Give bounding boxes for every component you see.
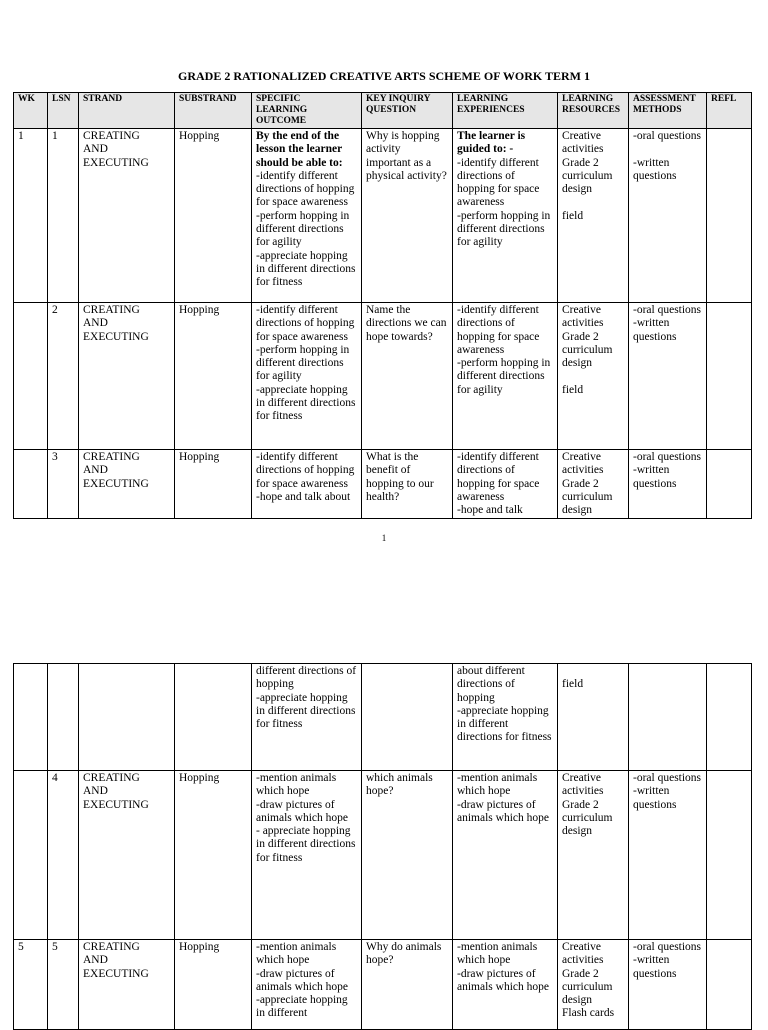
cell-lsn bbox=[48, 664, 79, 771]
cell-outcome: different directions of hopping -appreciate hopping in different directions for fitness bbox=[252, 664, 362, 771]
cell-strand: CREATING AND EXECUTING bbox=[79, 771, 175, 940]
cell-refl bbox=[707, 303, 752, 450]
cell-assessment: -oral questions -written questions bbox=[629, 940, 707, 1030]
cell-substrand bbox=[175, 664, 252, 771]
cell-resources: Creative activities Grade 2 curriculum design bbox=[558, 450, 629, 519]
header-substrand: SUBSTRAND bbox=[175, 93, 252, 129]
cell-experiences: about different directions of hopping -appreciate hopping in different directions for fitness bbox=[453, 664, 558, 771]
cell-outcome: -mention animals which hope -draw pictures of animals which hope -appreciate hopping in different bbox=[252, 940, 362, 1030]
cell-refl bbox=[707, 771, 752, 940]
cell-substrand: Hopping bbox=[175, 771, 252, 940]
header-outcome: SPECIFIC LEARNING OUTCOME bbox=[252, 93, 362, 129]
cell-refl bbox=[707, 450, 752, 519]
cell-experiences: -mention animals which hope -draw pictures of animals which hope bbox=[453, 771, 558, 940]
cell-substrand: Hopping bbox=[175, 450, 252, 519]
cell-wk: 5 bbox=[14, 940, 48, 1030]
cell-outcome: -identify different directions of hopping for space awareness -hope and talk about bbox=[252, 450, 362, 519]
cell-question: Why is hopping activity important as a physical activity? bbox=[362, 129, 453, 303]
header-question: KEY INQUIRY QUESTION bbox=[362, 93, 453, 129]
table-header-row bbox=[14, 93, 752, 129]
page-number: 1 bbox=[381, 533, 387, 543]
cell-substrand: Hopping bbox=[175, 303, 252, 450]
cell-question: which animals hope? bbox=[362, 771, 453, 940]
cell-assessment: -oral questions -written questions bbox=[629, 303, 707, 450]
cell-outcome bbox=[252, 129, 362, 303]
cell-wk bbox=[14, 450, 48, 519]
cell-strand: CREATING AND EXECUTING bbox=[79, 129, 175, 303]
outcome-text: -identify different directions of hopping for space awareness -perform hopping in different directions for agility -appreciate hopping in different directions for fitness bbox=[256, 169, 356, 289]
cell-strand bbox=[79, 664, 175, 771]
cell-question: Name the directions we can hope towards? bbox=[362, 303, 453, 450]
cell-lsn: 2 bbox=[48, 303, 79, 450]
table-row bbox=[14, 450, 752, 519]
cell-outcome: -identify different directions of hopping for space awareness -perform hopping in different directions for agility -appreciate hopping in different directions for fitness bbox=[252, 303, 362, 450]
experience-intro: The learner is guided to: - bbox=[457, 130, 526, 156]
cell-experiences: -identify different directions of hopping for space awareness -hope and talk bbox=[453, 450, 558, 519]
table-row bbox=[14, 771, 752, 940]
cell-assessment bbox=[629, 664, 707, 771]
scheme-of-work-table bbox=[13, 92, 752, 519]
cell-resources: Creative activities Grade 2 curriculum design Flash cards bbox=[558, 940, 629, 1030]
table-row bbox=[14, 664, 752, 771]
cell-resources: Creative activities Grade 2 curriculum design bbox=[558, 771, 629, 940]
cell-wk bbox=[14, 771, 48, 940]
cell-assessment: -oral questions -written questions bbox=[629, 129, 707, 303]
cell-refl bbox=[707, 940, 752, 1030]
cell-resources: field bbox=[558, 664, 629, 771]
cell-wk bbox=[14, 303, 48, 450]
document-title: GRADE 2 RATIONALIZED CREATIVE ARTS SCHEME OF WORK TERM 1 bbox=[178, 69, 590, 83]
experience-text: -identify different directions of hopping for space awareness -perform hopping in different directions for agility bbox=[457, 156, 551, 249]
table-row bbox=[14, 940, 752, 1030]
table-row bbox=[14, 129, 752, 303]
cell-refl bbox=[707, 664, 752, 771]
cell-resources: Creative activities Grade 2 curriculum design field bbox=[558, 303, 629, 450]
cell-assessment: -oral questions -written questions bbox=[629, 450, 707, 519]
cell-resources: Creative activities Grade 2 curriculum design field bbox=[558, 129, 629, 303]
cell-question: What is the benefit of hopping to our health? bbox=[362, 450, 453, 519]
cell-assessment: -oral questions -written questions bbox=[629, 771, 707, 940]
cell-lsn: 3 bbox=[48, 450, 79, 519]
header-assessment: ASSESSMENT METHODS bbox=[629, 93, 707, 129]
cell-substrand: Hopping bbox=[175, 940, 252, 1030]
cell-wk bbox=[14, 664, 48, 771]
header-wk: WK bbox=[14, 93, 48, 129]
cell-outcome: -mention animals which hope -draw pictures of animals which hope - appreciate hopping in different directions for fitness bbox=[252, 771, 362, 940]
header-refl: REFL bbox=[707, 93, 752, 129]
cell-experiences: -mention animals which hope -draw pictures of animals which hope bbox=[453, 940, 558, 1030]
header-lsn: LSN bbox=[48, 93, 79, 129]
page-gap bbox=[0, 560, 768, 600]
header-resources: LEARNING RESOURCES bbox=[558, 93, 629, 129]
cell-experiences bbox=[453, 129, 558, 303]
cell-refl bbox=[707, 129, 752, 303]
page-2 bbox=[0, 600, 768, 1024]
cell-lsn: 5 bbox=[48, 940, 79, 1030]
scheme-of-work-table-continued bbox=[13, 663, 752, 1030]
cell-experiences: -identify different directions of hopping for space awareness -perform hopping in different directions for agility bbox=[453, 303, 558, 450]
cell-strand: CREATING AND EXECUTING bbox=[79, 940, 175, 1030]
outcome-intro: By the end of the lesson the learner should be able to: bbox=[256, 130, 343, 169]
cell-question: Why do animals hope? bbox=[362, 940, 453, 1030]
table-row bbox=[14, 303, 752, 450]
cell-lsn: 1 bbox=[48, 129, 79, 303]
cell-wk: 1 bbox=[14, 129, 48, 303]
cell-lsn: 4 bbox=[48, 771, 79, 940]
header-strand: STRAND bbox=[79, 93, 175, 129]
cell-strand: CREATING AND EXECUTING bbox=[79, 303, 175, 450]
cell-substrand: Hopping bbox=[175, 129, 252, 303]
cell-strand: CREATING AND EXECUTING bbox=[79, 450, 175, 519]
header-experiences: LEARNING EXPERIENCES bbox=[453, 93, 558, 129]
cell-question bbox=[362, 664, 453, 771]
